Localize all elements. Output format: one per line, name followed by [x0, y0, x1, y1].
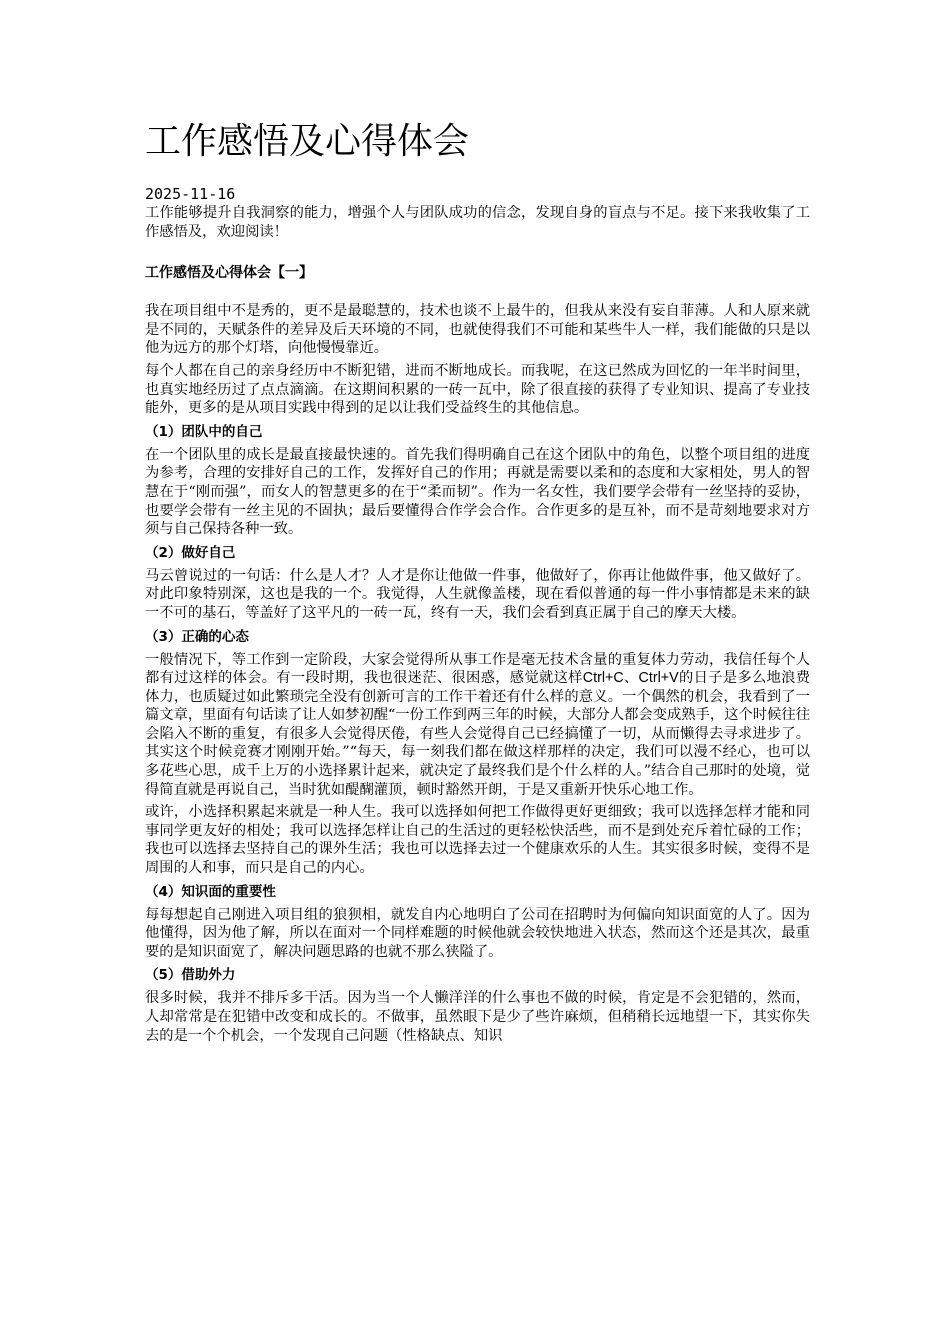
paragraph-mindset-part-a: 一般情况下，等工作到一定阶段，大家会觉得所从事工作是毫无技术含量的重复体力劳动，我信任每个人都有过这样的体会。有一段时期，我也很迷茫、很困惑，感觉就这样 [145, 651, 810, 687]
paragraph-self: 马云曾说过的一句话：什么是人才？人才是你让他做一件事，他做好了，你再让他做件事，他又做好了。对此印象特别深，这也是我的一个。我觉得，人生就像盖楼，现在看似普通的每一件小事情都是未来的缺一不可的基石，等盖好了这平凡的一砖一瓦，终有一天，我们会看到真正属于自己的摩天大楼。 [145, 567, 810, 621]
paragraph-mindset [145, 651, 810, 800]
section-title: 工作感悟及心得体会【一】 [145, 265, 313, 282]
paragraph-external-help: 很多时候，我并不排斥多干活。因为当一个人懒洋洋的什么事也不做的时候，肯定是不会犯错的，然而，人却常常是在犯错中改变和成长的。不做事，虽然眼下是少了些许麻烦，但稍稍长远地望一下，其实你失去的是一个个机会，一个发现自己问题（性格缺点、知识 [145, 990, 810, 1044]
paragraph-mindset-shortcut: Ctrl+C、Ctrl+V [582, 670, 679, 687]
paragraph-1: 我在项目组中不是秀的，更不是最聪慧的，技术也谈不上最牛的，但我从来没有妄自菲薄。人和人原来就是不同的，天赋条件的差异及后天环境的不同，也就使得我们不可能和某些牛人一样，我们能做的只是以他为远方的那个灯塔，向他慢慢靠近。 [145, 303, 810, 357]
subheading-team: （1）团队中的自己 [145, 423, 263, 440]
intro-paragraph: 工作能够提升自我洞察的能力，增强个人与团队成功的信念，发现自身的盲点与不足。接下来我收集了工作感悟及，欢迎阅读！ [145, 205, 810, 240]
paragraph-2: 每个人都在自己的亲身经历中不断犯错，进而不断地成长。而我呢，在这已然成为回忆的一年半时间里，也真实地经历过了点点滴滴。在这期间积累的一砖一瓦中，除了很直接的获得了专业知识、提高了专业技能外，更多的是从项目实践中得到的足以让我们受益终生的其他信息。 [145, 362, 810, 417]
subheading-self: （2）做好自己 [145, 544, 236, 561]
document-date: 2025-11-16 [145, 185, 236, 203]
paragraph-choices: 或许，小选择积累起来就是一种人生。我可以选择如何把工作做得更好更细致；我可以选择怎样才能和同事同学更友好的相处；我可以选择怎样让自己的生活过的更轻松快活些，而不是到处充斥着忙碌的工作；我也可以选择去坚持自己的课外生活；我也可以选择去过一个健康欢乐的人生。其实很多时候，变得不是周围的人和事，而只是自己的内心。 [145, 804, 810, 877]
document-page [145, 118, 810, 1045]
paragraph-team: 在一个团队里的成长是最直接最快速的。首先我们得明确自己在这个团队中的角色，以整个项目组的进度为参考，合理的安排好自己的工作，发挥好自己的作用；再就是需要以柔和的态度和大家相处，男人的智慧在于“刚而强”，而女人的智慧更多的在于“柔而韧”。作为一名女性，我们要学会带有一丝坚持的妥协，也要学会带有一丝主见的不固执；最后要懂得合作学会合作。合作更多的是互补，而不是苛刻地要求对方须与自己保持各种一致。 [145, 446, 810, 538]
subheading-external-help: （5）借助外力 [145, 967, 236, 984]
subheading-knowledge: （4）知识面的重要性 [145, 883, 276, 900]
subheading-mindset: （3）正确的心态 [145, 628, 249, 645]
paragraph-mindset-part-b: 的日子是多么地浪费体力，也质疑过如此繁琐完全没有创新可言的工作干着还有什么样的意义。一个偶然的机会，我看到了一篇文章，里面有句话读了让人如梦初醒“一份工作到两三年的时候，大部分人都会变成熟手，这个时候往往会陷入不断的重复，有很多人会觉得厌倦，有些人会觉得自己已经搞懂了一切，从而懒得去寻求进步了。其实这个时候竞赛才刚刚开始。”“每天，每一刻我们都在做这样那样的决定，我们可以漫不经心，也可以多花些心思，成千上万的小选择累计起来，就决定了最终我们是个什么样的人。”结合自己那时的处境，觉得简直就是再说自己，当时犹如醍醐灌顶，顿时豁然开朗，于是又重新开快乐心地工作。 [145, 670, 811, 798]
paragraph-knowledge: 每每想起自己刚进入项目组的狼狈相，就发自内心地明白了公司在招聘时为何偏向知识面宽的人了。因为他懂得，因为他了解，所以在面对一个同样难题的时候他就会较快地进入状态，然而这个还是其次，最重要的是知识面宽了，解决问题思路的也就不那么狭隘了。 [145, 906, 810, 960]
document-title: 工作感悟及心得体会 [145, 121, 470, 162]
